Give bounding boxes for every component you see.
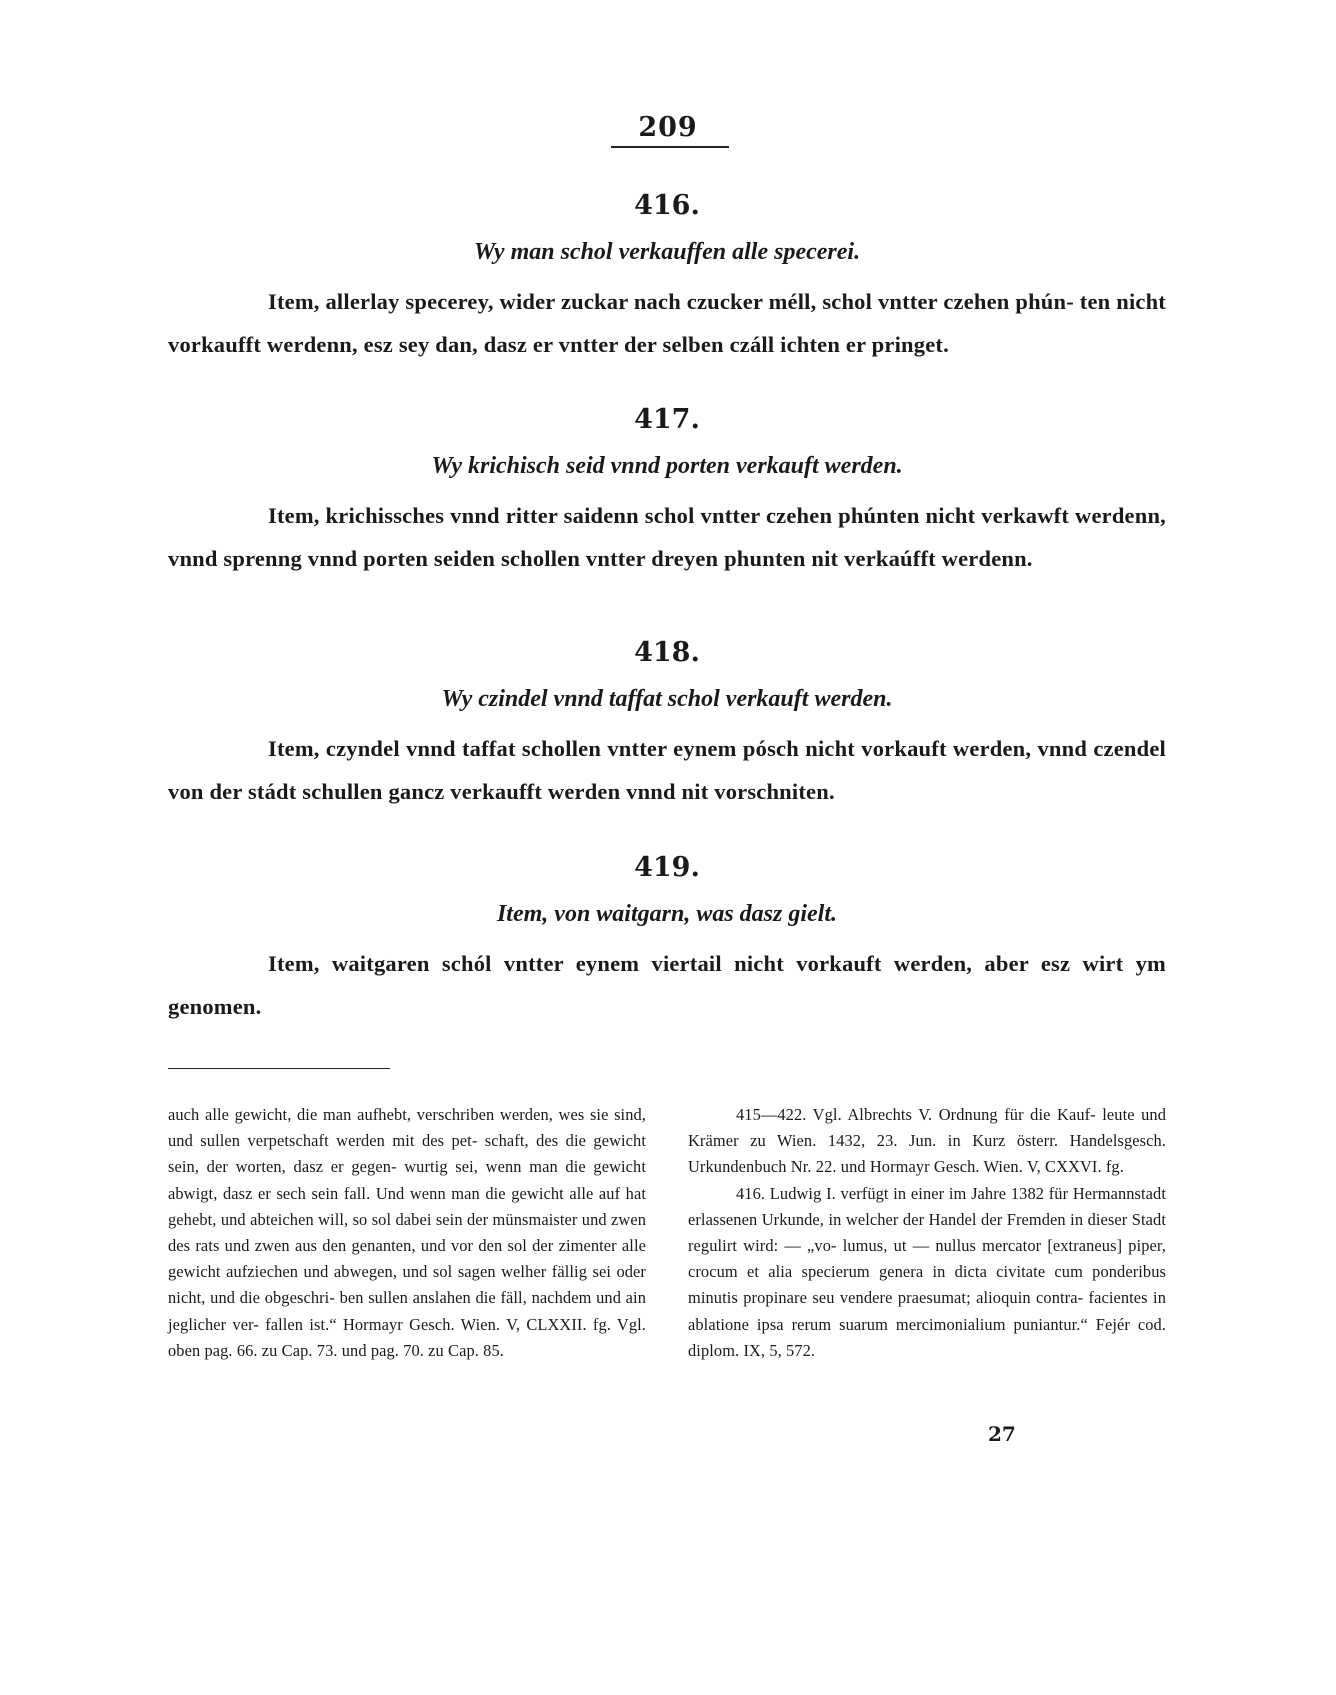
section-title: Wy krichisch seid vnnd porten verkauft werden. xyxy=(431,453,903,479)
section-418 xyxy=(168,635,1166,813)
section-419 xyxy=(168,850,1166,1028)
page-number: 209 xyxy=(638,112,698,143)
footnote-column-right xyxy=(688,1102,1166,1364)
section-number: 419. xyxy=(634,852,700,883)
section-title: Wy czindel vnnd taffat schol verkauft werden. xyxy=(441,686,893,712)
footnote-416: 416. Ludwig I. verfügt in einer im Jahre 1382 für Hermannstadt erlassenen Urkunde, in welcher der Handel der Fremden in dieser Stadt regulirt wird: — „vo- lumus, ut — nullus mercator [extraneus] piper, crocum et alia specierum genera in dicta civitate cum ponderibus minutis propinare seu vendere praesumat; alioquin contra- facientes in ablatione ipsa rerum suarum mercimonialium puniantur.“ Fejér cod. diplom. IX, 5, 572. xyxy=(688,1183,1166,1360)
section-body: Item, krichissches vnnd ritter saidenn schol vntter czehen phúnten nicht verkawft werdenn, vnnd sprenng vnnd porten seiden schollen vntter dreyen phunten nit verkaúfft werdenn. xyxy=(168,503,1166,571)
page-number-rule xyxy=(611,146,729,148)
footnotes xyxy=(168,1102,1166,1364)
footnote-column-left xyxy=(168,1102,646,1364)
section-body: Item, allerlay specerey, wider zuckar nach czucker méll, schol vntter czehen phún- ten nicht vorkaufft werdenn, esz sey dan, dasz er vntter der selben czáll ichten er pringet. xyxy=(168,289,1166,357)
section-title: Wy man schol verkauffen alle specerei. xyxy=(473,239,861,265)
printer-signature-mark: 27 xyxy=(988,1422,1016,1446)
section-number: 418. xyxy=(634,637,700,668)
footnote-text: auch alle gewicht, die man aufhebt, verschriben werden, wes sie sind, und sullen verpetschaft werden mit des pet- schaft, des die gewicht sein, der worten, dasz er gegen- wurtig sei, wenn man die gewicht abwigt, dasz er sech sein fall. Und wenn man die gewicht alle auf hat gehebt, und abteichen will, so sol dabei sein der münsmaister und zwen des rats und zwen aus den genanten, und vor den sol der zimenter alle gewicht aufziechen und abwegen, und sol sagen welher fällig sei oder nicht, und die obgeschri- ben sullen anslahen die fäll, nachdem und ain jeglicher ver- fallen ist.“ Hormayr Gesch. Wien. V, CLXXII. fg. Vgl. oben pag. 66. zu Cap. 73. und pag. 70. zu Cap. 85. xyxy=(168,1105,646,1360)
footnote-415-422: 415—422. Vgl. Albrechts V. Ordnung für die Kauf- leute und Krämer zu Wien. 1432, 23. Jun. in Kurz österr. Handelsgesch. Urkundenbuch Nr. 22. und Hormayr Gesch. Wien. V, CXXVI. fg. xyxy=(688,1105,1166,1177)
section-416 xyxy=(168,188,1166,366)
section-417 xyxy=(168,402,1166,580)
section-number: 417. xyxy=(634,404,700,435)
section-body: Item, waitgaren schól vntter eynem viertail nicht vorkauft werden, aber esz wirt ym genomen. xyxy=(168,951,1166,1019)
section-title: Item, von waitgarn, was dasz gielt. xyxy=(496,901,838,927)
section-body: Item, czyndel vnnd taffat schollen vntter eynem pósch nicht vorkauft werden, vnnd czendel von der stádt schullen gancz verkaufft werden vnnd nit vorschniten. xyxy=(168,736,1166,804)
section-number: 416. xyxy=(634,190,700,221)
footnote-rule xyxy=(168,1068,390,1069)
